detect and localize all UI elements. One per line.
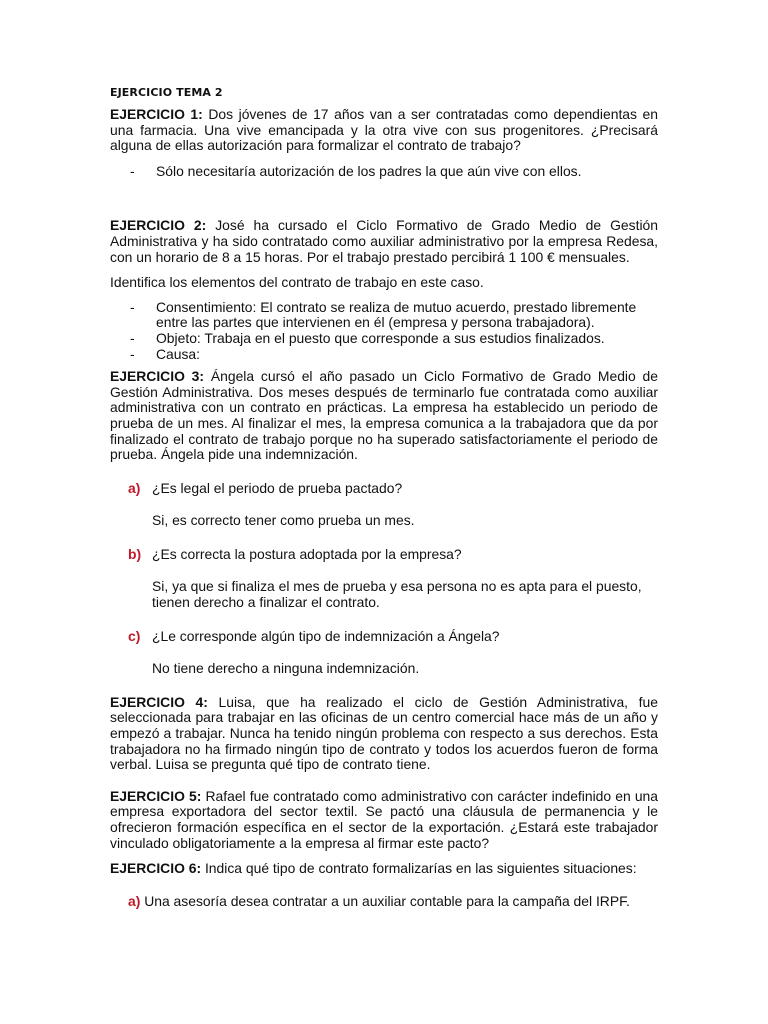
document-title: EJERCICIO TEMA 2	[110, 86, 223, 99]
dash-bullet: -	[130, 345, 135, 362]
exercise-6-item-text: Una asesoría desea contratar a un auxiliar contable para la campaña del IRPF.	[140, 892, 630, 909]
exercise-3-question-b	[110, 547, 658, 563]
question-letter: b)	[128, 545, 142, 562]
exercise-1-answer-text: Sólo necesitaría autorización de los padres la que aún vive con ellos.	[156, 162, 582, 179]
exercise-2-answer-text: Objeto: Trabaja en el puesto que corresponde a sus estudios finalizados.	[156, 329, 605, 346]
exercise-2-question: Identifica los elementos del contrato de trabajo en este caso.	[110, 274, 484, 291]
exercise-3-answer-a: Si, es correcto tener como prueba un mes.	[152, 512, 415, 529]
exercise-2-answer-text: Causa:	[156, 345, 201, 362]
exercise-4-label: EJERCICIO 4:	[110, 693, 208, 710]
exercise-2-answer-causa	[110, 347, 658, 363]
exercise-3-question-c	[110, 629, 658, 645]
exercise-2-statement	[110, 218, 658, 265]
question-letter: a)	[128, 892, 141, 909]
exercise-1-label: EJERCICIO 1:	[110, 106, 203, 122]
question-letter: c)	[128, 627, 141, 644]
exercise-1-statement	[110, 107, 658, 154]
exercise-3-answer-c: No tiene derecho a ninguna indemnización.	[152, 660, 420, 677]
exercise-3-statement	[110, 369, 658, 463]
exercise-2-answer-text: Consentimiento: El contrato se realiza de mutuo acuerdo, prestado libremente entre las partes que intervienen en él (empresa y persona trabajadora).	[156, 298, 637, 331]
dash-bullet: -	[130, 329, 135, 346]
exercise-2-answers	[110, 300, 658, 362]
exercise-2-answer-objeto	[110, 331, 658, 347]
dash-bullet: -	[130, 298, 135, 315]
exercise-6-statement	[110, 861, 658, 877]
exercise-4-statement	[110, 695, 658, 773]
exercise-6-text: Indica qué tipo de contrato formalizarías en las siguientes situaciones:	[201, 860, 637, 877]
exercise-2-answer-consentimiento	[110, 300, 658, 331]
exercise-1-answers	[110, 164, 658, 180]
exercise-5-label: EJERCICIO 5:	[110, 787, 202, 804]
exercise-3-text: Ángela cursó el año pasado un Ciclo Formativo de Grado Medio de Gestión Administrativa. Dos meses después de terminarlo fue contratada como auxiliar administrativa con un contrato en prácticas. La empresa ha establecido un periodo de prueba de un mes. Al finalizar el mes, la empresa comunica a la trabajadora que da por finalizado el contrato de trabajo porque no ha superado satisfactoriamente el periodo de prueba. Ángela pide una indemnización.	[110, 368, 658, 463]
exercise-6-item-a	[110, 894, 658, 910]
exercise-2-label: EJERCICIO 2:	[110, 217, 207, 234]
exercise-5-statement	[110, 789, 658, 851]
document-page	[110, 86, 658, 909]
question-letter: a)	[128, 479, 141, 496]
question-text: ¿Es correcta la postura adoptada por la empresa?	[152, 545, 462, 562]
exercise-3-label: EJERCICIO 3:	[110, 368, 205, 385]
question-text: ¿Es legal el periodo de prueba pactado?	[152, 479, 403, 496]
exercise-6-label: EJERCICIO 6:	[110, 860, 202, 877]
exercise-4-text: Luisa, que ha realizado el ciclo de Gestión Administrativa, fue seleccionada para trabajar en las oficinas de un centro comercial hace más de un año y empezó a trabajar. Nunca ha tenido ningún problema con respecto a sus derechos. Esta trabajadora no ha firmado ningún tipo de contrato y todos los acuerdos fueron de forma verbal. Luisa se pregunta qué tipo de contrato tiene.	[110, 693, 658, 773]
exercise-1-text: Dos jóvenes de 17 años van a ser contratadas como dependientas en una farmacia. Una vive emancipada y la otra vive con sus progenitores. ¿Precisará alguna de ellas autorización para formalizar el contrato de trabajo?	[110, 106, 658, 154]
exercise-3-answer-b: Si, ya que si finaliza el mes de prueba y esa persona no es apta para el puesto, tienen derecho a finalizar el contrato.	[152, 578, 642, 611]
exercise-5-text: Rafael fue contratado como administrativo con carácter indefinido en una empresa exportadora del sector textil. Se pactó una cláusula de permanencia y le ofrecieron formación específica en el sector de la exportación. ¿Estará este trabajador vinculado obligatoriamente a la empresa al firmar este pacto?	[110, 787, 658, 851]
exercise-3-question-a	[110, 481, 658, 497]
exercise-2-text: José ha cursado el Ciclo Formativo de Grado Medio de Gestión Administrativa y ha sido contratado como auxiliar administrativo por la empresa Redesa, con un horario de 8 a 15 horas. Por el trabajo prestado percibirá 1 100 € mensuales.	[110, 217, 658, 265]
dash-bullet: -	[130, 162, 135, 179]
question-text: ¿Le corresponde algún tipo de indemnización a Ángela?	[152, 627, 500, 644]
exercise-1-answer	[110, 164, 658, 180]
